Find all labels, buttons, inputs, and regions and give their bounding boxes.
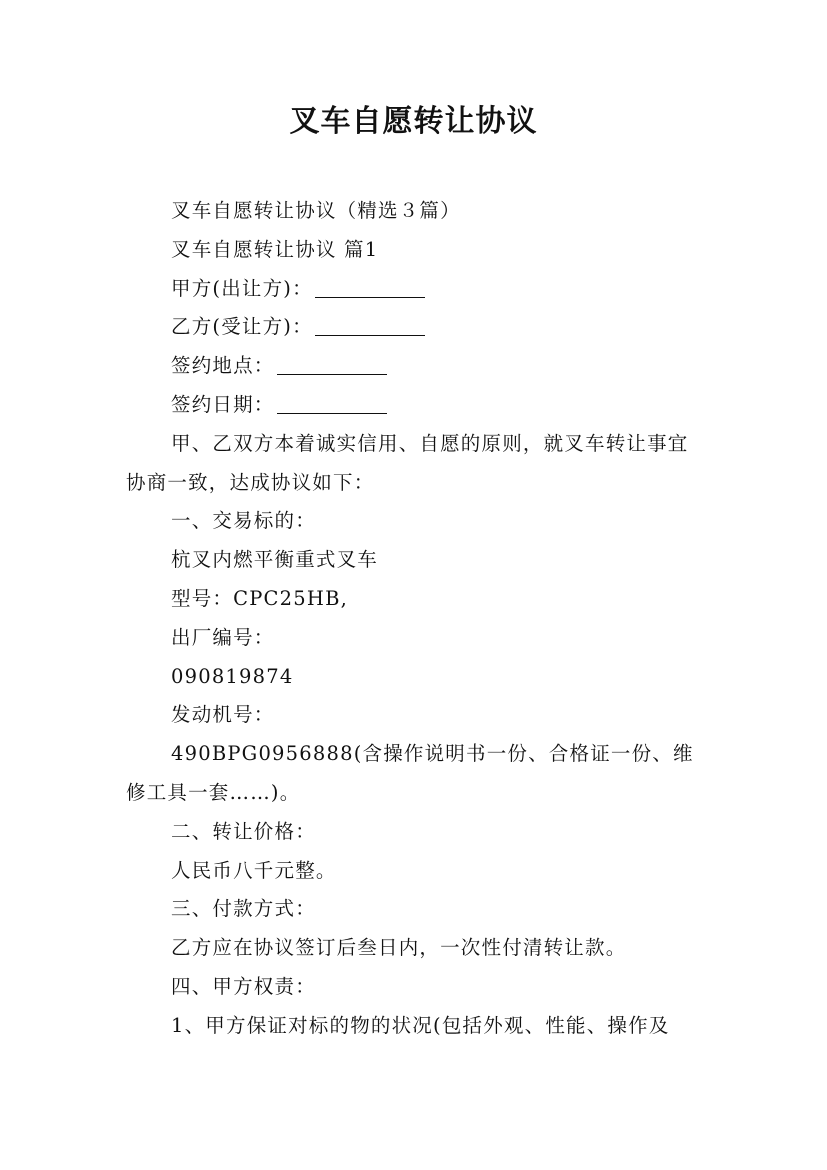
model-line: 型号：CPC25HB, — [171, 586, 349, 610]
engine-label: 发动机号： — [171, 703, 275, 727]
sign-date-label: 签约日期： — [171, 392, 275, 416]
clause-4-heading: 四、甲方权责： — [171, 974, 316, 998]
sign-date-blank — [277, 393, 387, 414]
forklift-description: 杭叉内燃平衡重式叉车 — [171, 548, 379, 572]
party-b-line — [126, 308, 706, 347]
party-b-blank — [315, 315, 425, 336]
payment-line: 乙方应在协议签订后叁日内，一次性付清转让款。 — [171, 936, 627, 960]
clause-3-heading: 三、付款方式： — [171, 897, 316, 921]
document-body — [126, 192, 706, 1046]
subtitle-line: 叉车自愿转让协议（精选３篇） — [171, 199, 461, 222]
engine-value: 490BPG0956888(含操作说明书一份、合格证一份、维修工具一套……)。 — [126, 742, 694, 804]
sign-date-line — [126, 386, 706, 425]
price-line: 人民币八千元整。 — [171, 858, 337, 882]
intro-paragraph: 甲、乙双方本着诚实信用、自愿的原则，就叉车转让事宜协商一致，达成协议如下： — [126, 431, 689, 494]
party-a-label: 甲方(出让方)： — [171, 276, 313, 300]
party-a-blank — [315, 277, 425, 298]
sign-place-label: 签约地点： — [171, 354, 275, 378]
serial-label: 出厂编号： — [171, 625, 275, 649]
clause-4-item-1: 1、甲方保证对标的物的状况(包括外观、性能、操作及 — [171, 1013, 670, 1037]
sign-place-blank — [277, 354, 387, 375]
party-b-label: 乙方(受让方)： — [171, 315, 313, 339]
party-a-line — [126, 270, 706, 309]
serial-value: 090819874 — [171, 664, 294, 688]
section-heading: 叉车自愿转让协议 篇1 — [171, 237, 379, 261]
clause-1-heading: 一、交易标的： — [171, 509, 316, 533]
clause-2-heading: 二、转让价格： — [171, 819, 316, 843]
sign-place-line — [126, 347, 706, 386]
document-title: 叉车自愿转让协议 — [289, 104, 538, 139]
